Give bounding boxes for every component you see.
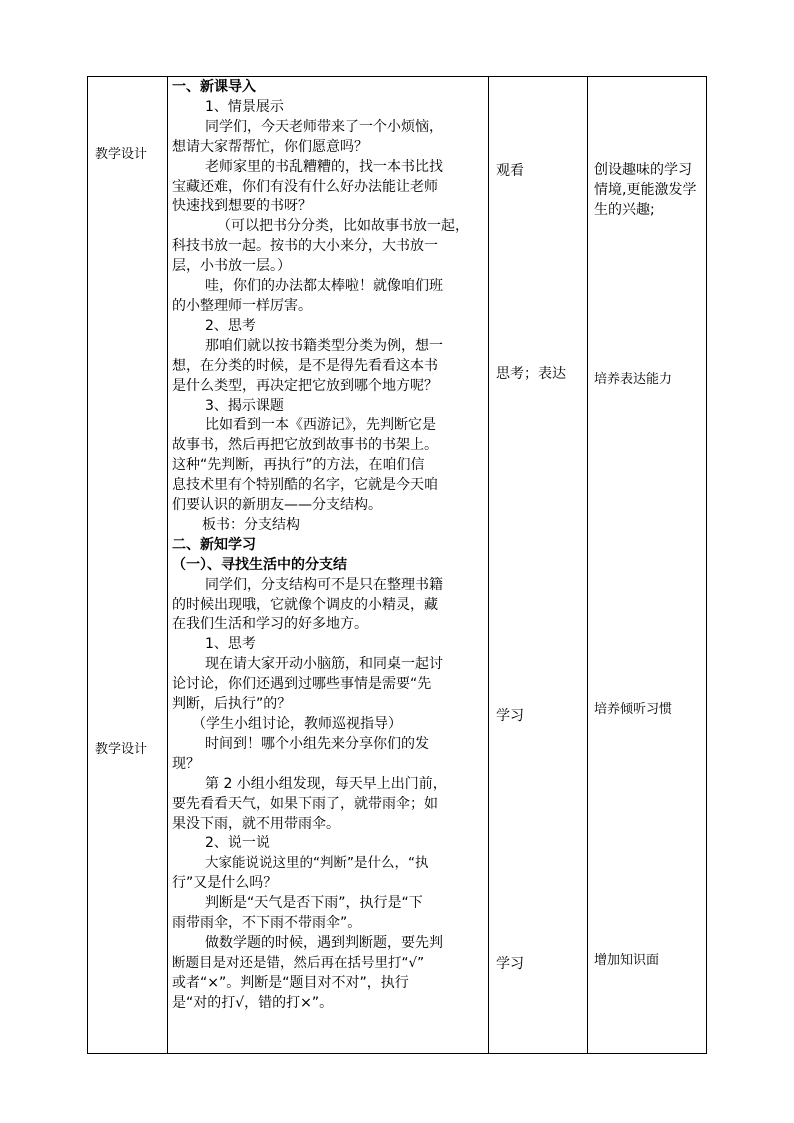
board-note: 板书：分支结构 <box>202 516 300 533</box>
content-line: （学生小组讨论，教师巡视指导） <box>192 716 402 732</box>
content-line: 宝藏还难，你们有没有什么好办法能让老师 <box>172 178 438 195</box>
content-line: 的小整理师一样厉害。 <box>172 297 312 314</box>
content-line: 论讨论，你们还遇到过哪些事情是需要“先 <box>172 676 432 693</box>
content-line: 那咱们就以按书籍类型分类为例，想一 <box>205 337 443 354</box>
content-line: 是什么类型，再决定把它放到哪个地方呢？ <box>172 377 438 394</box>
content-line: 在我们生活和学习的好多地方。 <box>172 616 368 633</box>
content-line: 判断是“天气是否下雨”，执行是“下 <box>205 895 423 912</box>
content-line: 比如看到一本《西游记》，先判断它是 <box>205 417 436 434</box>
content-line: 现在请大家开动小脑筋，和同桌一起讨 <box>205 656 443 673</box>
content-line: 第 2 小组小组发现，每天早上出门前， <box>205 775 447 792</box>
content-line: 大家能说说这里的“判断”是什么，“执 <box>205 855 429 872</box>
content-line: 的时候出现哦，它就像个调皮的小精灵，藏 <box>172 596 438 613</box>
table-border-left <box>87 76 88 1054</box>
content-line: 息技术里有个特别酷的名字，它就是今天咱 <box>172 477 438 494</box>
student-activity: 学习 <box>496 708 524 724</box>
content-line: 科技书放一起。按书的大小来分，大书放一 <box>172 238 438 255</box>
content-line: （可以把书分分类，比如故事书放一起， <box>217 218 469 235</box>
section-heading: 一、新课导入 <box>172 79 256 95</box>
table-border-top <box>87 76 707 77</box>
content-line: 层，小书放一层。） <box>172 258 291 275</box>
content-line: 判断，后执行”的？ <box>172 696 292 713</box>
content-line: 快速找到想要的书呀？ <box>172 198 312 215</box>
content-line: 故事书，然后再把它放到故事书的书架上。 <box>172 437 438 454</box>
content-line: 这种“先判断，再执行”的方法，在咱们信 <box>172 457 425 474</box>
teaching-content <box>172 78 484 1014</box>
content-line: 想，在分类的时候，是不是得先看看这本书 <box>172 357 438 374</box>
design-intent: 培养倾听习惯 <box>594 702 673 717</box>
content-line: 现？ <box>172 755 200 772</box>
content-line: 断题目是对还是错，然后再在括号里打“√” <box>172 954 425 971</box>
subsection-heading: （一）、寻找生活中的分支结 <box>172 556 347 573</box>
content-line: 同学们，分支结构可不是只在整理书籍 <box>205 576 443 593</box>
subsection-heading: 1、情景展示 <box>205 98 284 115</box>
design-intent: 培养表达能力 <box>594 372 673 387</box>
content-line: 们要认识的新朋友——分支结构。 <box>172 497 382 514</box>
table-border-right <box>706 76 707 1054</box>
table-border-col2 <box>488 76 489 1054</box>
row-label: 教学设计 <box>95 742 148 757</box>
subsection-heading: 2、说一说 <box>205 835 270 852</box>
student-activity: 观看 <box>496 163 524 179</box>
content-line: 老师家里的书乱糟糟的，找一本书比找 <box>205 158 443 175</box>
design-intent: 创设趣味的学习情境,更能激发学生的兴趣; <box>594 162 697 218</box>
content-line: 同学们，今天老师带来了一个小烦恼， <box>205 118 443 135</box>
subsection-heading: 2、思考 <box>205 317 256 334</box>
section-heading: 二、新知学习 <box>172 536 256 553</box>
subsection-heading: 3、揭示课题 <box>205 397 284 414</box>
content-line: 雨带雨伞，不下雨不带雨伞”。 <box>172 915 362 932</box>
row-label: 教学设计 <box>95 147 148 162</box>
content-line: 果没下雨，就不用带雨伞。 <box>172 815 340 832</box>
content-line: 哇，你们的办法都太棒啦！就像咱们班 <box>205 278 443 295</box>
content-line: 或者“×”。判断是“题目对不对”，执行 <box>172 974 409 991</box>
content-line: 行”又是什么吗？ <box>172 875 278 892</box>
design-intent: 增加知识面 <box>594 953 660 968</box>
content-line: 做数学题的时候，遇到判断题，要先判 <box>205 934 443 951</box>
student-activity: 学习 <box>496 956 524 972</box>
content-line: 要先看看天气，如果下雨了，就带雨伞；如 <box>172 795 438 812</box>
table-border-col1 <box>167 76 168 1054</box>
student-activity: 思考；表达 <box>496 366 566 382</box>
content-line: 想请大家帮帮忙，你们愿意吗？ <box>172 138 368 155</box>
content-line: 时间到！哪个小组先来分享你们的发 <box>205 735 429 752</box>
subsection-heading: 1、思考 <box>205 636 256 653</box>
content-line: 是“对的打√，错的打×”。 <box>172 994 334 1011</box>
table-border-col3 <box>587 76 588 1054</box>
table-border-bottom <box>87 1053 707 1054</box>
